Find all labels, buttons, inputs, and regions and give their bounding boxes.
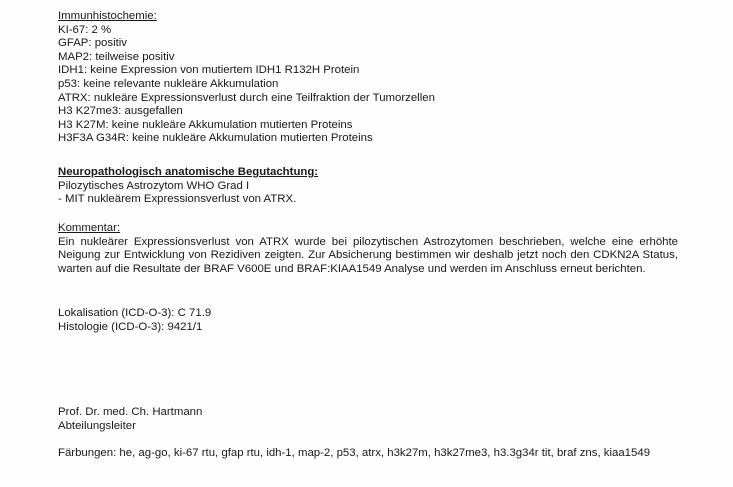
ihc-line-idh1: IDH1: keine Expression von mutiertem IDH1 R132H Protein [58,64,360,77]
immunohistochemistry-section [58,10,435,146]
ihc-line-h3f3a: H3F3A G34R: keine nukleäre Akkumulation mutierten Proteins [58,132,373,145]
ihc-line-h3k27me3: H3 K27me3: ausgefallen [58,105,183,118]
ihc-line-ki67: KI-67: 2 % [58,23,112,36]
localisation-code: Lokalisation (ICD-O-3): C 71.9 [58,307,212,319]
ihc-line-p53: p53: keine relevante nukleäre Akkumulation [58,77,279,90]
comment-text: Ein nukleärer Expressionsverlust von ATRX wurde bei pilozytischen Astrozytomen beschrieben, welche eine erhöhte Neigung zur Entwicklung von Rezidiven zeigten. Zur Absicherung bestimmen wir deshalb jetzt noch den CDKN2A Status, warten auf die Resultate der BRAF V600E und BRAF:KIAA1549 Analyse und werden im Anschluss erneut berichten. [58,235,678,275]
stains-text: Färbungen: he, ag-go, ki-67 rtu, gfap rtu, idh-1, map-2, p53, atrx, h3k27m, h3k27me3, h3.3g34r tit, braf zns, kiaa1549 [58,447,651,459]
ihc-line-h3k27m: H3 K27M: keine nukleäre Akkumulation mutierten Proteins [58,118,353,131]
neuropathology-heading: Neuropathologisch anatomische Begutachtung: [58,166,319,178]
signatory-role: Abteilungsleiter [58,419,136,432]
signatory-name: Prof. Dr. med. Ch. Hartmann [58,406,203,418]
histology-code: Histologie (ICD-O-3): 9421/1 [58,320,203,333]
comment-section [58,222,678,276]
icd-codes-section [58,307,211,334]
diagnosis-note-line: - MIT nukleärem Expressionsverlust von ATRX. [58,193,297,206]
neuropathology-section [58,166,318,207]
diagnosis-line: Pilozytisches Astrozytom WHO Grad I [58,179,250,192]
stains-section [58,447,678,461]
ihc-line-gfap: GFAP: positiv [58,37,127,50]
comment-heading: Kommentar: [58,222,121,234]
signature-block [58,406,202,433]
immunohistochemistry-heading: Immunhistochemie: [58,10,157,22]
ihc-line-map2: MAP2: teilweise positiv [58,50,175,63]
ihc-line-atrx: ATRX: nukleäre Expressionsverlust durch eine Teilfraktion der Tumorzellen [58,91,435,104]
